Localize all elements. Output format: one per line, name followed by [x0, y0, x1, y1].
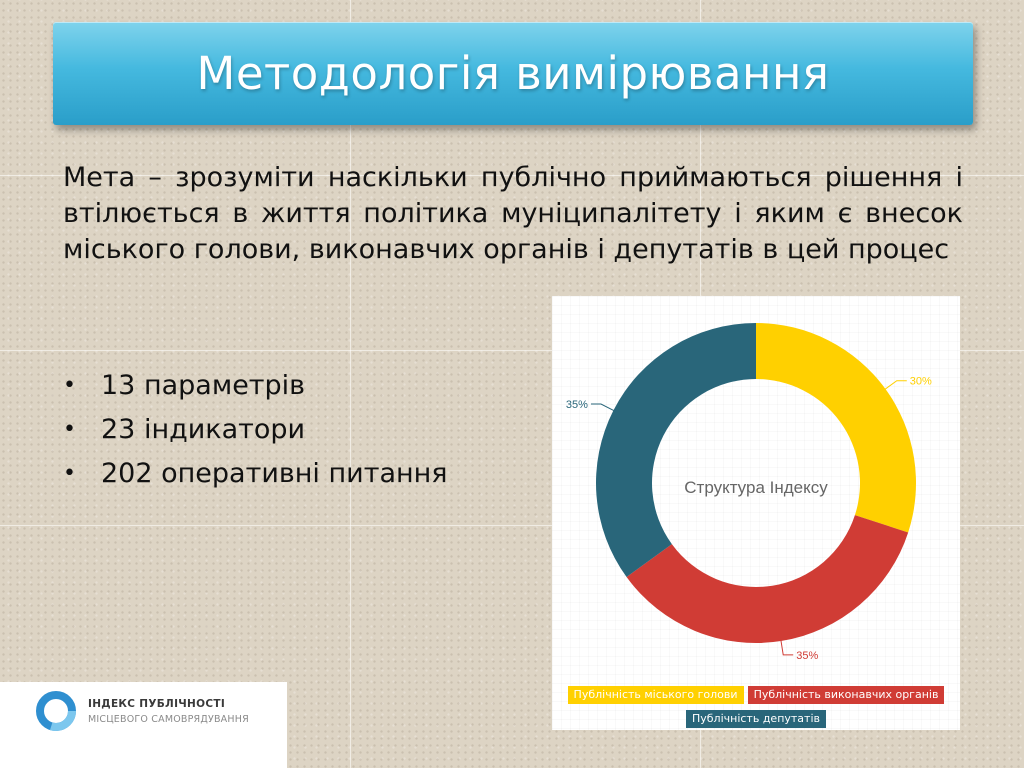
bullet-text: 13 параметрів [101, 370, 306, 401]
bullet-icon: • [63, 417, 76, 442]
legend-row [552, 686, 960, 704]
bullet-text: 23 індикатори [101, 414, 306, 445]
goal-paragraph: Мета – зрозуміти наскільки публічно приймаються рішення і втілюється в життя політика муніципалітету і яким є внесок міського голови, виконавчих органів і депутатів в цей процес [63, 162, 963, 265]
donut-leader-line [591, 404, 617, 412]
bullet-text: 202 оперативні питання [101, 458, 448, 489]
legend-item-mayor: Публічність міського голови [568, 686, 744, 704]
chart-panel [552, 296, 960, 730]
chart-legend [552, 686, 960, 734]
title-banner [53, 22, 973, 125]
bullet-icon: • [63, 461, 76, 486]
bullet-item [63, 452, 448, 496]
donut-chart [552, 296, 960, 686]
slide-title: Методологія вимірювання [196, 47, 830, 100]
bullet-list [63, 364, 448, 496]
donut-slice-deputies [596, 323, 756, 577]
logo-ring-icon [35, 690, 77, 732]
logo-title: ІНДЕКС ПУБЛІЧНОСТІ [88, 698, 226, 710]
chart-title: Структура Індексу [684, 478, 828, 497]
donut-slice-mayor [756, 323, 916, 532]
bullet-item [63, 408, 448, 452]
bullet-icon: • [63, 373, 76, 398]
donut-value-label: 35% [565, 399, 588, 412]
donut-slice-executive-bodies [627, 515, 909, 643]
logo [0, 682, 287, 768]
bullet-item [63, 364, 448, 408]
logo-subtitle: МІСЦЕВОГО САМОВРЯДУВАННЯ [88, 714, 249, 725]
legend-row [552, 710, 960, 728]
donut-value-label: 35% [796, 649, 819, 662]
legend-item-deputies: Публічність депутатів [686, 710, 826, 728]
donut-value-label: 30% [909, 375, 932, 388]
legend-item-executive-bodies: Публічність виконавчих органів [748, 686, 945, 704]
